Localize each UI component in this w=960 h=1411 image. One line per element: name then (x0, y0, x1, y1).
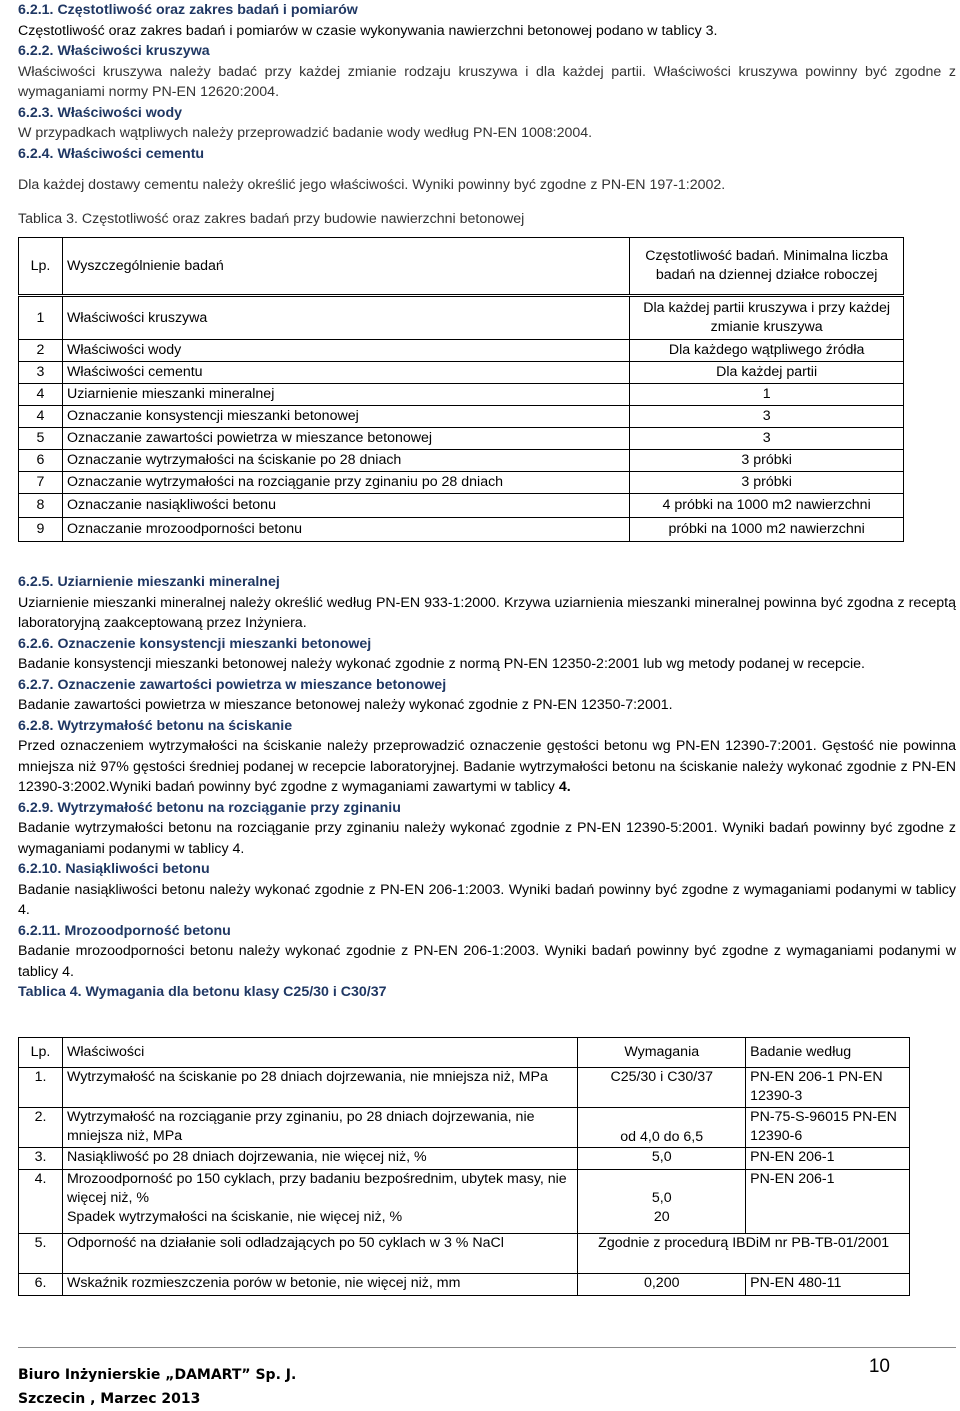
footer (18, 1363, 296, 1411)
footer-place-date: Szczecin , Marzec 2013 (18, 1391, 201, 1407)
table-cell: Nasiąkliwość po 28 dniach dojrzewania, nie więcej niż, % (62, 1148, 577, 1170)
table-cell: Właściwości kruszywa (62, 296, 629, 340)
table-cell: 1 (19, 296, 63, 340)
paragraph-6-2-6: Badanie konsystencji mieszanki betonowej należy wykonać zgodnie z normą PN-EN 12350-2:2001 lub wg metody podanej w recepcie. (18, 656, 865, 672)
paragraph-6-2-4: Dla każdej dostawy cementu należy określić jego właściwości. Wyniki powinny być zgodne z PN-EN 197-1:2002. (18, 177, 726, 193)
table-cell: Zgodnie z procedurą IBDiM nr PB-TB-01/2001 (578, 1234, 910, 1274)
page-number: 10 (868, 1356, 890, 1377)
table-row (19, 450, 904, 472)
table4-caption: Tablica 4. Wymagania dla betonu klasy C25/30 i C30/37 (18, 984, 387, 1000)
table-cell: Dla każdego wątpliwego źródła (630, 340, 904, 362)
table-cell: 4 próbki na 1000 m2 nawierzchni (630, 494, 904, 518)
table-row (19, 406, 904, 428)
table-cell: 5,0 (578, 1148, 746, 1170)
table-cell (62, 1170, 577, 1234)
heading-6-2-9: 6.2.9. Wytrzymałość betonu na rozciąganie przy zginaniu (18, 799, 401, 816)
table3-header-row (19, 238, 904, 296)
table-cell: Oznaczanie mrozoodporności betonu (62, 518, 629, 542)
table-cell: Właściwości wody (62, 340, 629, 362)
table-cell: 2 (19, 340, 63, 362)
table-cell: Oznaczanie wytrzymałości na ściskanie po 28 dniach (62, 450, 629, 472)
table-row (19, 296, 904, 340)
table-cell: 6 (19, 450, 63, 472)
paragraph-6-2-8 (18, 736, 956, 798)
table-cell: 0,200 (578, 1274, 746, 1296)
paragraph-6-2-9: Badanie wytrzymałości betonu na rozciąganie przy zginaniu należy wykonać zgodnie z PN-EN 12390-5:2001. Wyniki badań powinny być zgodne z wymaganiami podanymi w tablicy 4. (18, 820, 956, 857)
table-cell-line: 5,0 (651, 1190, 672, 1206)
paragraph-6-2-11: Badanie mrozoodporności betonu należy wykonać zgodnie z PN-EN 206-1:2003. Wyniki badań powinny być zgodne z wymaganiami podanymi w tablicy 4. (18, 943, 956, 980)
table-4 (18, 1037, 910, 1296)
table-cell: 3 (19, 362, 63, 384)
footer-company: Biuro Inżynierskie „DAMART” Sp. J. (18, 1367, 297, 1383)
footer-divider (18, 1347, 956, 1348)
table4-header-req: Wymagania (578, 1038, 746, 1068)
table-cell: 4. (19, 1170, 63, 1234)
table-cell: PN-EN 480-11 (746, 1274, 910, 1296)
table-cell: 1. (19, 1068, 63, 1108)
table-cell: Oznaczanie zawartości powietrza w mieszance betonowej (62, 428, 629, 450)
table-row (19, 340, 904, 362)
table-row (19, 362, 904, 384)
table4-header-prop: Właściwości (62, 1038, 577, 1068)
table-cell: PN-EN 206-1 PN-EN 12390-3 (746, 1068, 910, 1108)
table-cell: PN-EN 206-1 (746, 1170, 910, 1234)
table-cell: próbki na 1000 m2 nawierzchni (630, 518, 904, 542)
table3-caption: Tablica 3. Częstotliwość oraz zakres badań przy budowie nawierzchni betonowej (18, 210, 525, 227)
table-cell: 3. (19, 1148, 63, 1170)
table-cell: Uziarnienie mieszanki mineralnej (62, 384, 629, 406)
table-row (19, 1108, 910, 1148)
table-cell: 8 (19, 494, 63, 518)
table-row (19, 472, 904, 494)
table-row (19, 1068, 910, 1108)
paragraph-6-2-3: W przypadkach wątpliwych należy przeprowadzić badanie wody według PN-EN 1008:2004. (18, 125, 593, 141)
table3-header-spec: Wyszczególnienie badań (62, 238, 629, 296)
table3-header-freq: Częstotliwość badań. Minimalna liczba badań na dziennej działce roboczej (630, 238, 904, 296)
paragraph-6-2-2: Właściwości kruszywa należy badać przy każdej zmianie rodzaju kruszywa i dla każdej partii. Właściwości kruszywa powinny być zgodne z wymaganiami normy PN-EN 12620:2004. (18, 63, 956, 100)
heading-6-2-1: 6.2.1. Częstotliwość oraz zakres badań i pomiarów (18, 2, 358, 18)
table-cell: Oznaczanie nasiąkliwości betonu (62, 494, 629, 518)
table-cell-line: Mrozoodporność po 150 cyklach, przy badaniu bezpośrednim, ubytek masy, nie więcej niż, % (66, 1171, 567, 1206)
heading-6-2-10: 6.2.10. Nasiąkliwości betonu (18, 861, 210, 877)
paragraph-6-2-8-text: Przed oznaczeniem wytrzymałości na ściskanie należy przeprowadzić oznaczenie gęstości betonu wg PN-EN 12390-7:2001. Gęstość nie powinna mniejsza niż 97% gęstości średniej podanej w recepcie laboratoryjnej. Badanie wytrzymałości betonu na ściskanie należy wykonać zgodnie z PN-EN 12390-3:2002.Wyniki badań powinny być zgodne z wymaganiami zawartymi w tablicy (18, 738, 956, 795)
table-cell: 7 (19, 472, 63, 494)
table-cell: Wskaźnik rozmieszczenia porów w betonie, nie więcej niż, mm (62, 1274, 577, 1296)
table-cell: 9 (19, 518, 63, 542)
table-cell (578, 1170, 746, 1234)
table-cell: PN-EN 206-1 (746, 1148, 910, 1170)
table-cell: Wytrzymałość na ściskanie po 28 dniach dojrzewania, nie mniejsza niż, MPa (62, 1068, 577, 1108)
table-cell: Wytrzymałość na rozciąganie przy zginaniu, po 28 dniach dojrzewania, nie mniejsza niż, MPa (62, 1108, 577, 1148)
paragraph-6-2-10: Badanie nasiąkliwości betonu należy wykonać zgodnie z PN-EN 206-1:2003. Wyniki badań powinny być zgodne z wymaganiami podanymi w tablicy 4. (18, 881, 956, 918)
paragraph-6-2-7: Badanie zawartości powietrza w mieszance betonowej należy wykonać zgodnie z PN-EN 12350-7:2001. (18, 697, 673, 713)
table-cell: Odporność na działanie soli odladzających po 50 cyklach w 3 % NaCl (62, 1234, 577, 1274)
table-row (19, 384, 904, 406)
heading-6-2-3: 6.2.3. Właściwości wody (18, 104, 183, 121)
table-cell: Dla każdej partii kruszywa i przy każdej zmianie kruszywa (630, 296, 904, 340)
table-row (19, 1148, 910, 1170)
table-cell: 4 (19, 406, 63, 428)
table-row (19, 1170, 910, 1234)
table-cell: 4 (19, 384, 63, 406)
table-cell: 2. (19, 1108, 63, 1148)
table-row (19, 494, 904, 518)
table-cell: Dla każdej partii (630, 362, 904, 384)
heading-6-2-7: 6.2.7. Oznaczenie zawartości powietrza w mieszance betonowej (18, 676, 447, 693)
table-cell: 6. (19, 1274, 63, 1296)
top-section (18, 0, 956, 229)
table-cell-line: 20 (653, 1209, 670, 1225)
table-row (19, 518, 904, 542)
table4-header-row (19, 1038, 910, 1068)
table-cell: 5 (19, 428, 63, 450)
table-cell: Oznaczanie wytrzymałości na rozciąganie przy zginaniu po 28 dniach (62, 472, 629, 494)
heading-6-2-11: 6.2.11. Mrozoodporność betonu (18, 922, 231, 939)
table-row (19, 428, 904, 450)
table-cell: 3 (630, 406, 904, 428)
table-ref: 4. (558, 779, 571, 795)
table-cell: Właściwości cementu (62, 362, 629, 384)
heading-6-2-6: 6.2.6. Oznaczenie konsystencji mieszanki betonowej (18, 635, 372, 652)
middle-section (18, 572, 956, 1003)
table-row (19, 1274, 910, 1296)
heading-6-2-8: 6.2.8. Wytrzymałość betonu na ściskanie (18, 717, 293, 734)
table-cell: PN-75-S-96015 PN-EN 12390-6 (746, 1108, 910, 1148)
heading-6-2-5: 6.2.5. Uziarnienie mieszanki mineralnej (18, 574, 280, 590)
table-cell: C25/30 i C30/37 (578, 1068, 746, 1108)
table3-header-lp: Lp. (19, 238, 63, 296)
table-cell: 3 (630, 428, 904, 450)
paragraph-6-2-1: Częstotliwość oraz zakres badań i pomiarów w czasie wykonywania nawierzchni betonowej podano w tablicy 3. (18, 22, 718, 39)
table-row (19, 1234, 910, 1274)
table4-header-test: Badanie według (746, 1038, 910, 1068)
table4-header-lp: Lp. (19, 1038, 63, 1068)
table-3 (18, 237, 904, 542)
table-cell-line: Spadek wytrzymałości na ściskanie, nie więcej niż, % (66, 1209, 403, 1225)
heading-6-2-4: 6.2.4. Właściwości cementu (18, 145, 205, 162)
table-cell: od 4,0 do 6,5 (578, 1108, 746, 1148)
table-cell: 3 próbki (630, 472, 904, 494)
heading-6-2-2: 6.2.2. Właściwości kruszywa (18, 43, 210, 59)
table-cell: 3 próbki (630, 450, 904, 472)
table-cell: 5. (19, 1234, 63, 1274)
paragraph-6-2-5: Uziarnienie mieszanki mineralnej należy określić według PN-EN 933-1:2000. Krzywa uziarnienia mieszanki mineralnej powinna być zgodna z receptą laboratoryjną zaakceptowaną przez Inżyniera. (18, 594, 956, 631)
table-cell: Oznaczanie konsystencji mieszanki betonowej (62, 406, 629, 428)
table-cell: 1 (630, 384, 904, 406)
